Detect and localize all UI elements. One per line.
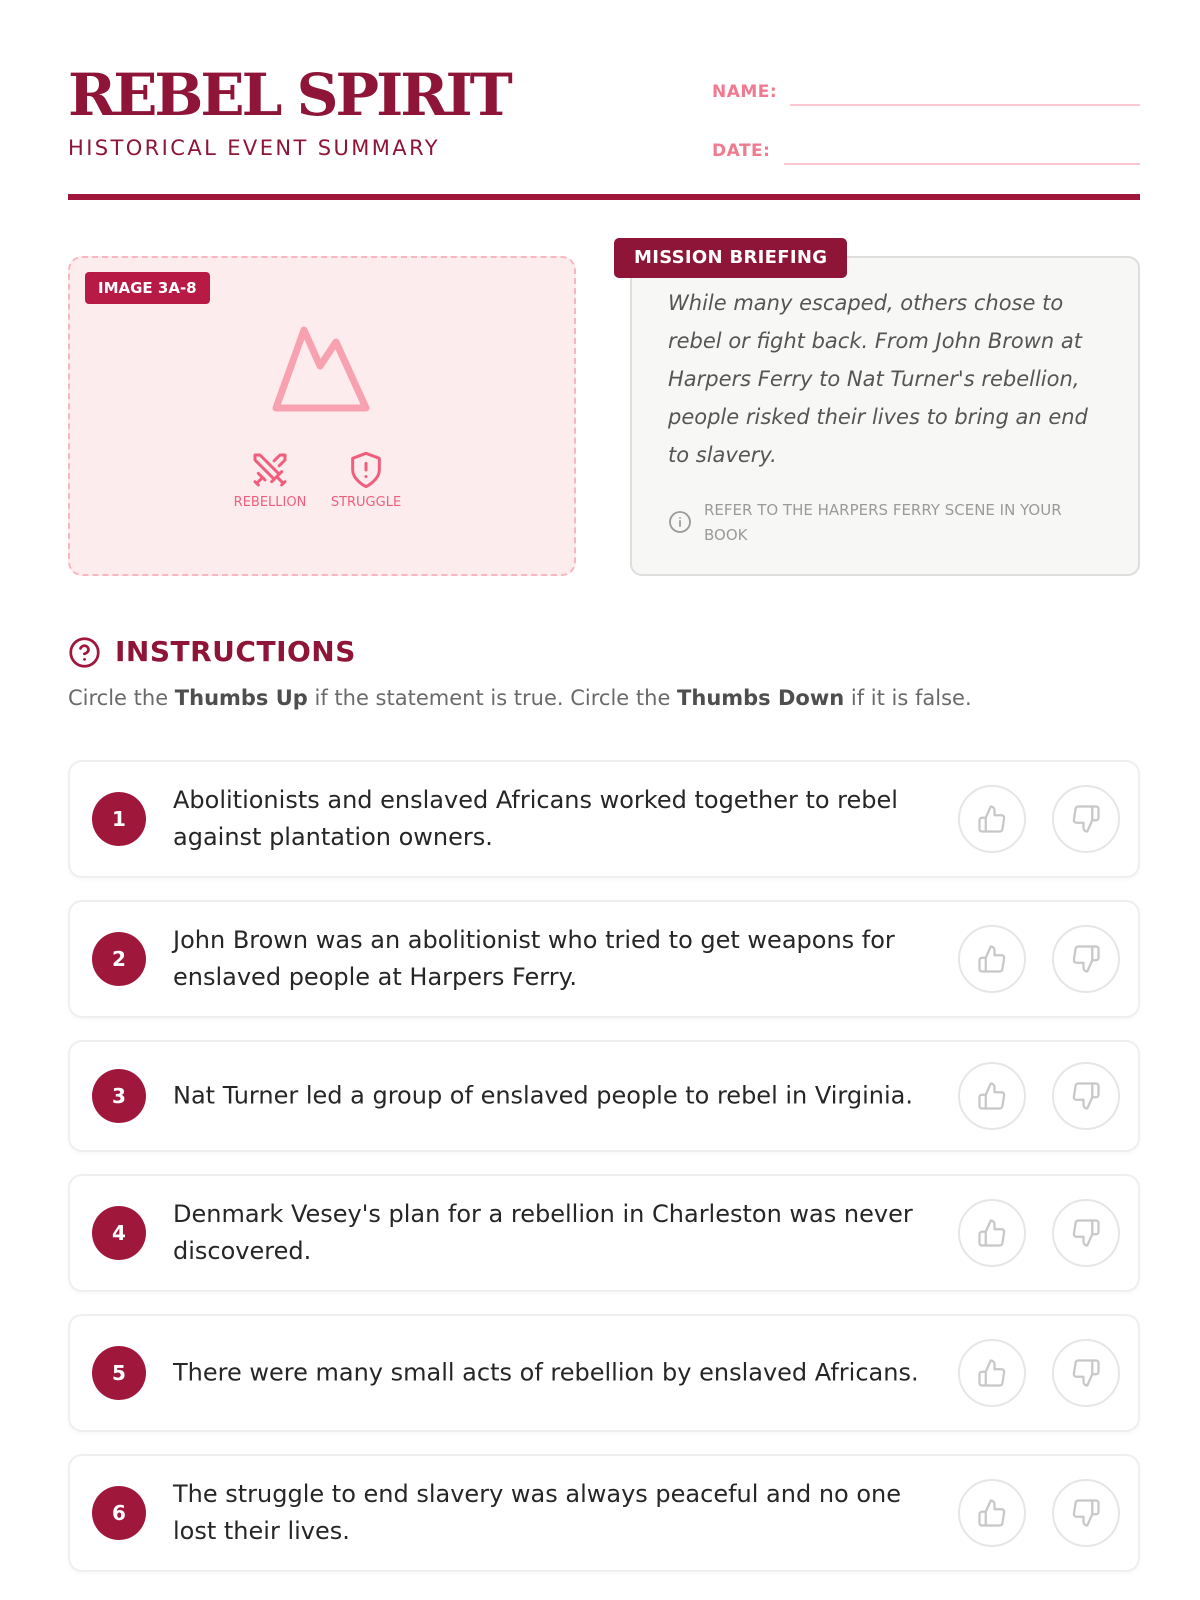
thumbs-up-icon xyxy=(977,1358,1007,1388)
theme-rebellion xyxy=(222,450,318,509)
thumbs-down-button[interactable] xyxy=(1052,1339,1120,1407)
mission-briefing-box xyxy=(630,256,1140,576)
thumbs-down-button[interactable] xyxy=(1052,1199,1120,1267)
thumbs-down-button[interactable] xyxy=(1052,785,1120,853)
briefing-text: While many escaped, others chose to rebel or fight back. From John Brown at Harpers Ferry to Nat Turner's rebellion, people risked their lives to bring an end to slavery. xyxy=(668,291,1088,467)
name-field[interactable] xyxy=(712,72,1140,106)
question-number: 5 xyxy=(92,1346,146,1400)
instructions-thumbs-down-term: Thumbs Down xyxy=(677,686,845,710)
instructions-text xyxy=(68,688,1140,709)
instructions-title: INSTRUCTIONS xyxy=(115,635,356,668)
thumbs-down-icon xyxy=(1071,1081,1101,1111)
theme-label-struggle: STRUGGLE xyxy=(330,495,402,510)
worksheet-subtitle: HISTORICAL EVENT SUMMARY xyxy=(68,136,440,160)
instructions-text-part: if the statement is true. Circle the xyxy=(307,686,678,710)
info-icon xyxy=(668,510,692,534)
question-text: The struggle to end slavery was always peaceful and no one lost their lives. xyxy=(173,1480,902,1545)
thumbs-up-icon xyxy=(977,1218,1007,1248)
question-number: 4 xyxy=(92,1206,146,1260)
thumbs-up-icon xyxy=(977,1498,1007,1528)
thumbs-up-button[interactable] xyxy=(958,1339,1026,1407)
thumbs-down-icon xyxy=(1071,1498,1101,1528)
question-card xyxy=(68,1314,1140,1432)
thumbs-up-button[interactable] xyxy=(958,1199,1026,1267)
worksheet-header xyxy=(68,62,1140,202)
thumbs-up-icon xyxy=(977,944,1007,974)
theme-label-rebellion: REBELLION xyxy=(233,495,307,510)
briefing-note xyxy=(668,498,1108,548)
question-card xyxy=(68,1040,1140,1152)
thumbs-up-button[interactable] xyxy=(958,1479,1026,1547)
instructions-thumbs-up-term: Thumbs Up xyxy=(174,686,308,710)
thumbs-up-button[interactable] xyxy=(958,1062,1026,1130)
question-text: There were many small acts of rebellion by enslaved Africans. xyxy=(173,1358,919,1387)
thumbs-down-icon xyxy=(1071,944,1101,974)
date-label: DATE: xyxy=(712,141,771,161)
question-text: Denmark Vesey's plan for a rebellion in Charleston was never discovered. xyxy=(173,1200,913,1265)
instructions-text-part: if it is false. xyxy=(844,686,972,710)
header-divider xyxy=(68,194,1140,200)
image-placeholder-panel xyxy=(68,256,576,576)
thumbs-up-button[interactable] xyxy=(958,785,1026,853)
date-line[interactable] xyxy=(784,163,1140,165)
thumbs-down-button[interactable] xyxy=(1052,1062,1120,1130)
mountain-icon xyxy=(270,322,374,418)
thumbs-up-icon xyxy=(977,804,1007,834)
thumbs-up-icon xyxy=(977,1081,1007,1111)
question-number: 1 xyxy=(92,792,146,846)
question-card xyxy=(68,900,1140,1018)
thumbs-down-icon xyxy=(1071,804,1101,834)
question-card xyxy=(68,760,1140,878)
mission-briefing-tab: MISSION BRIEFING xyxy=(614,238,847,278)
crossed-swords-icon xyxy=(250,450,290,490)
name-line[interactable] xyxy=(790,104,1140,106)
help-circle-icon xyxy=(68,636,101,669)
theme-struggle xyxy=(318,450,414,509)
thumbs-up-button[interactable] xyxy=(958,925,1026,993)
shield-alert-icon xyxy=(346,450,386,490)
name-label: NAME: xyxy=(712,82,778,102)
briefing-note-text: REFER TO THE HARPERS FERRY SCENE IN YOUR BOOK xyxy=(704,501,1062,544)
instructions-text-part: Circle the xyxy=(68,686,175,710)
date-field[interactable] xyxy=(712,131,1140,165)
thumbs-down-icon xyxy=(1071,1358,1101,1388)
question-text: Abolitionists and enslaved Africans worked together to rebel against plantation owners. xyxy=(173,786,898,851)
question-number: 2 xyxy=(92,932,146,986)
question-card xyxy=(68,1454,1140,1572)
question-text: Nat Turner led a group of enslaved people to rebel in Virginia. xyxy=(173,1081,913,1110)
worksheet-title: REBEL SPIRIT xyxy=(68,61,510,129)
question-text: John Brown was an abolitionist who tried to get weapons for enslaved people at Harpers Ferry. xyxy=(173,926,895,991)
image-tag: IMAGE 3A-8 xyxy=(85,272,210,304)
question-number: 6 xyxy=(92,1486,146,1540)
thumbs-down-button[interactable] xyxy=(1052,925,1120,993)
question-card xyxy=(68,1174,1140,1292)
question-number: 3 xyxy=(92,1069,146,1123)
thumbs-down-icon xyxy=(1071,1218,1101,1248)
thumbs-down-button[interactable] xyxy=(1052,1479,1120,1547)
